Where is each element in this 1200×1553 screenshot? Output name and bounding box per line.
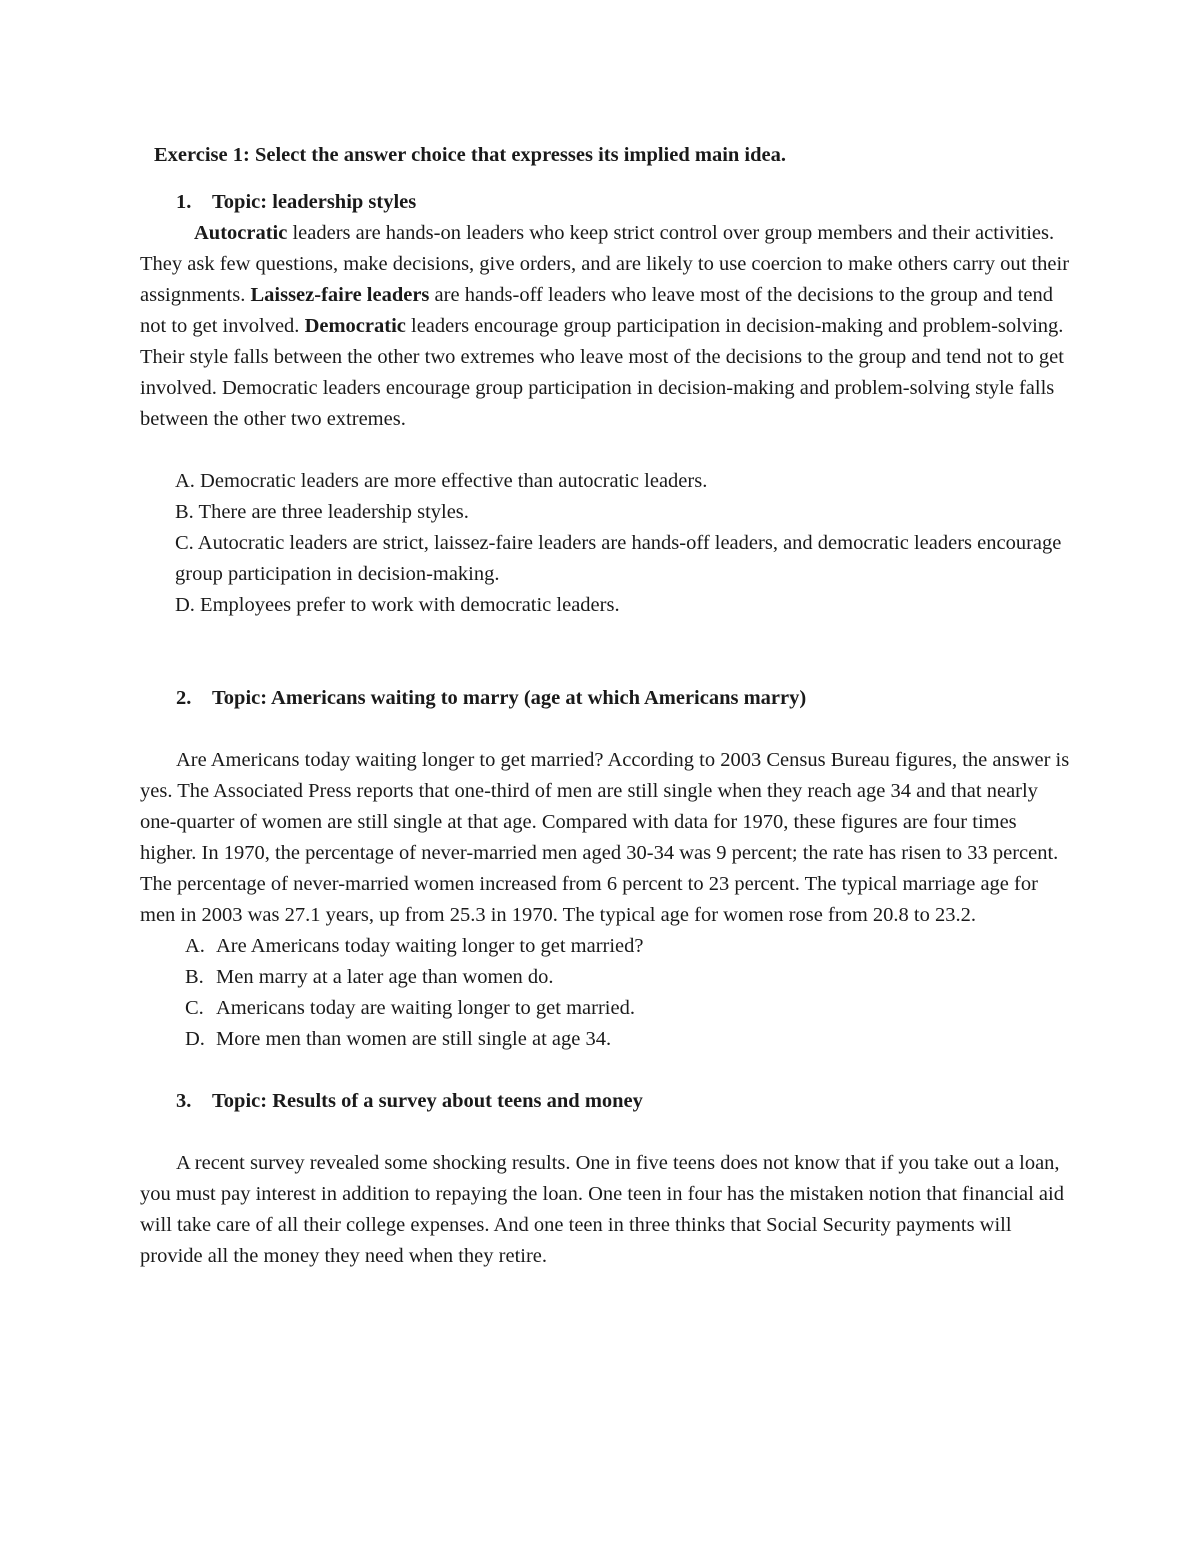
question-2-choices xyxy=(185,931,1070,1055)
term-autocratic: Autocratic xyxy=(194,222,288,244)
question-2-paragraph: Are Americans today waiting longer to get married? According to 2003 Census Bureau figures, the answer is yes. The Associated Press reports that one-third of men are still single when they reach age 34 and that nearly one-quarter of women are still single at that age. Compared with data for 1970, these figures are four times higher. In 1970, the percentage of never-married men aged 30-34 was 9 percent; the rate has risen to 33 percent. The percentage of never-married women increased from 6 percent to 23 percent. The typical marriage age for men in 2003 was 27.1 years, up from 25.3 in 1970. The typical age for women rose from 20.8 to 23.2. xyxy=(140,749,1070,926)
exercise-title: Exercise 1: Select the answer choice that expresses its implied main idea. xyxy=(154,144,786,166)
question-3-paragraph: A recent survey revealed some shocking results. One in five teens does not know that if you take out a loan, you must pay interest in addition to repaying the loan. One teen in four has the mistaken notion that financial aid will take care of all their college expenses. And one teen in three thinks that Social Security payments will provide all the money they need when they retire. xyxy=(140,1152,1064,1267)
choice-letter: B. xyxy=(185,966,204,988)
choice-text: Men marry at a later age than women do. xyxy=(216,966,554,988)
choice-2d xyxy=(185,1024,1070,1055)
choice-letter: D. xyxy=(185,1028,205,1050)
question-3-topic xyxy=(176,1086,1070,1117)
choice-1b: B. There are three leadership styles. xyxy=(175,501,469,523)
choice-text: More men than women are still single at age 34. xyxy=(216,1028,612,1050)
question-3-topic-text: Topic: Results of a survey about teens and money xyxy=(212,1090,643,1112)
choice-2b xyxy=(185,962,1070,993)
document-page xyxy=(140,140,1070,1272)
choice-1c: C. Autocratic leaders are strict, laissez-faire leaders are hands-off leaders, and democratic leaders encourage group participation in decision-making. xyxy=(175,532,1062,585)
question-3-number: 3. xyxy=(176,1090,192,1112)
choice-text: Americans today are waiting longer to get married. xyxy=(216,997,635,1019)
question-1-topic-text: Topic: leadership styles xyxy=(212,191,417,213)
question-1-choices xyxy=(175,466,1070,621)
question-2-topic xyxy=(176,683,1070,714)
paragraph-text-b: are hands-off leaders who leave most of the decisions to the group and tend not to get involved. xyxy=(140,284,1053,337)
choice-1d: D. Employees prefer to work with democratic leaders. xyxy=(175,594,620,616)
term-democratic: Democratic xyxy=(304,315,406,337)
paragraph-text-a: leaders are hands-on leaders who keep strict control over group members and their activities. They ask few questions, make decisions, give orders, and are likely to use coercion to make others carry out their assignments. xyxy=(140,222,1070,306)
choice-letter: A. xyxy=(185,935,205,957)
choice-2a xyxy=(185,931,1070,962)
choice-letter: C. xyxy=(185,997,204,1019)
choice-2c xyxy=(185,993,1070,1024)
question-1-number: 1. xyxy=(176,191,192,213)
question-2-topic-text: Topic: Americans waiting to marry (age at which Americans marry) xyxy=(212,687,807,709)
question-1-topic xyxy=(176,187,1070,218)
choice-text: Are Americans today waiting longer to get married? xyxy=(216,935,644,957)
paragraph-text-c: leaders encourage group participation in decision-making and problem-solving. Their style falls between the other two extremes who leave most of the decisions to the group and tend not to get involved. Democratic leaders encourage group participation in decision-making and problem-solving style falls between the other two extremes. xyxy=(140,315,1064,430)
term-laissez-faire: Laissez-faire leaders xyxy=(250,284,430,306)
question-1-paragraph xyxy=(140,218,1070,435)
question-2-number: 2. xyxy=(176,687,192,709)
choice-1a: A. Democratic leaders are more effective than autocratic leaders. xyxy=(175,470,708,492)
